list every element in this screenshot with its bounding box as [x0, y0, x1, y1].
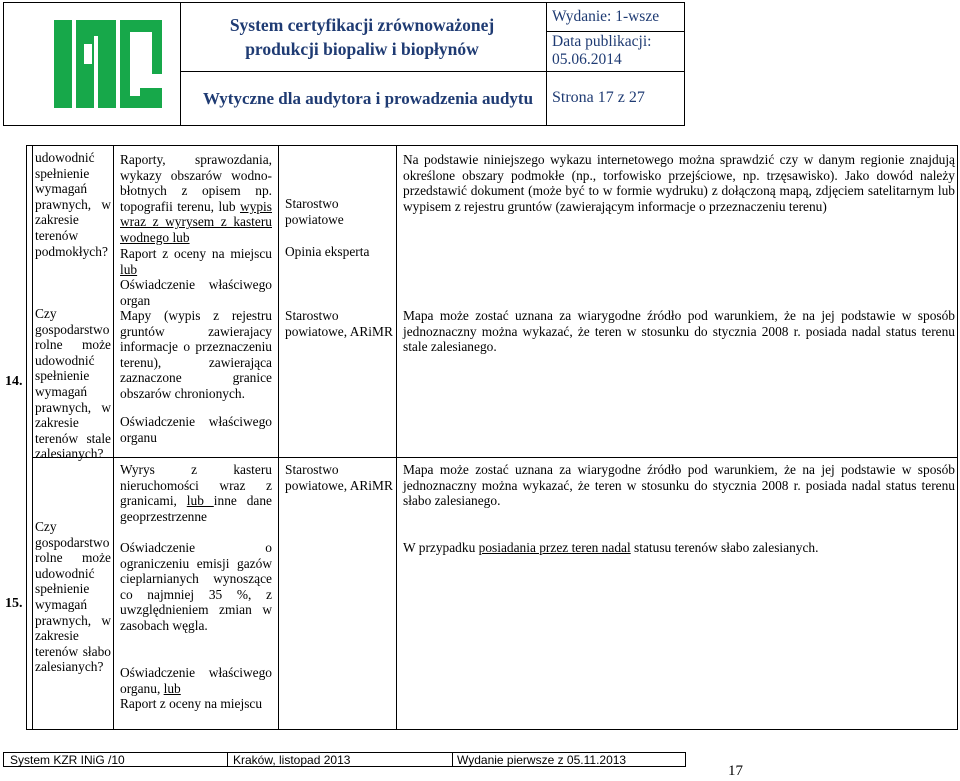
document-footer	[3, 752, 686, 767]
document-cell: Mapy (wypis z rejestru gruntów zawierajacy informacje o przeznaczeniu terenu), zawierająca zaznaczone granice obszarów chronionych.	[120, 308, 272, 401]
question-cell: udowodnić spełnienie wymagań prawnych, w zakresie terenów podmokłych?	[35, 150, 111, 259]
document-header	[3, 2, 685, 126]
authority-cell: Starostwo powiatowe, ARiMR	[285, 462, 393, 493]
header-divider	[180, 3, 181, 125]
edition-label: Wydanie: 1-wsze	[552, 8, 660, 25]
notes-cell: Na podstawie niniejszego wykazu internetowego można sprawdzić czy w danym regionie znajdują określone obszary podmokłe (np., torfowisko przejściowe, np. trzęsawisko). Jako dowód należy przedstawić dokument (może być to w formie wydruku) z dołączoną mapą, zdjęciem satelitarnym lub wypisem z rejestru gruntów (zawierającym informacje o przeznaczeniu terenu)	[403, 152, 955, 214]
header-title: System certyfikacji zrównoważonej produkcji biopaliw i biopłynów	[229, 15, 495, 59]
question-cell: Czy gospodarstwo rolne może udowodnić spełnienie wymagań prawnych, w zakresie terenów stale zalesianych?	[35, 306, 111, 462]
header-subtitle: Wytyczne dla audytora i prowadzenia audytu	[202, 89, 534, 108]
authority-cell: Starostwo powiatowe, ARiMR	[285, 308, 393, 339]
document-cell: Raporty, sprawozdania, wykazy obszarów wodno- błotnych z opisem np. topografii terenu, lub wypis wraz z wyrysem z kasteru wodnego lub	[120, 152, 272, 245]
footer-divider	[452, 752, 453, 767]
question-cell: Czy gospodarstwo rolne może udowodnić spełnienie wymagań prawnych, w zakresie terenów słabo zalesianych?	[35, 519, 111, 675]
notes-cell: Mapa może zostać uznana za wiarygodne źródło pod warunkiem, że na jej podstawie w sposób jednoznaczny można wykazać, że teren w stosunku do stycznia 2008 r. posiada nadal status terenu stale zalesianego.	[403, 308, 955, 355]
publication-label: Data publikacji:	[552, 33, 652, 50]
row-number: 15.	[5, 596, 23, 611]
column-divider	[32, 146, 33, 729]
page-indicator: Strona 17 z 27	[552, 89, 645, 106]
inig-logo	[54, 18, 164, 111]
authority-cell: Opinia eksperta	[285, 244, 370, 259]
document-cell: Raport z oceny na miejscu lub Oświadczenie właściwego organ	[120, 246, 272, 308]
authority-cell: Starostwo powiatowe	[285, 196, 344, 227]
page-number: 17	[728, 763, 743, 779]
document-cell: Oświadczenie właściwego organu, lub Raport z oceny na miejscu	[120, 665, 272, 712]
publication-date: 05.06.2014	[552, 51, 622, 68]
notes-cell: W przypadku posiadania przez teren nadal statusu terenów słabo zalesianych.	[403, 540, 819, 555]
row-number: 14.	[5, 374, 23, 389]
header-divider	[546, 31, 684, 32]
notes-cell: Mapa może zostać uznana za wiarygodne źródło pod warunkiem, że na jej podstawie w sposób jednoznaczny można wykazać, że teren w stosunku do stycznia 2008 r. posiada nadal status terenu słabo zalesianego.	[403, 462, 955, 509]
column-divider	[113, 146, 114, 729]
requirements-table	[5, 145, 958, 730]
column-divider	[278, 146, 279, 729]
header-divider	[180, 71, 684, 72]
document-cell: Oświadczenie właściwego organu	[120, 414, 272, 445]
row-divider	[32, 457, 957, 458]
document-cell: Oświadczenie o ograniczeniu emisji gazów cieplarnianych wynoszące co najmniej 35 %, z uwzględnieniem zmian w zasobach węgla.	[120, 540, 272, 633]
footer-place: Kraków, listopad 2013	[233, 753, 351, 767]
header-divider	[546, 3, 547, 125]
column-divider	[396, 146, 397, 729]
footer-system: System KZR INiG /10	[10, 753, 125, 767]
document-cell: Wyrys z kasteru nieruchomości wraz z granicami, lub inne dane geoprzestrzenne	[120, 462, 272, 524]
footer-edition: Wydanie pierwsze z 05.11.2013	[457, 753, 627, 767]
footer-divider	[227, 752, 228, 767]
